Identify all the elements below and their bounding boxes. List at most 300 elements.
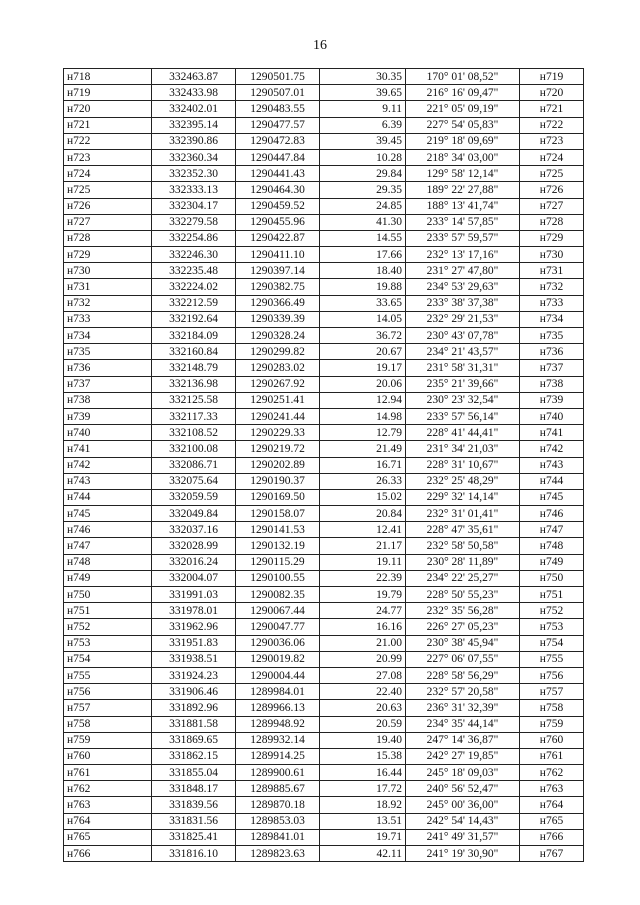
table-row (64, 85, 584, 101)
table-row (64, 765, 584, 781)
y-coordinate-cell: 1290169.50 (236, 489, 320, 505)
point-from-cell: н762 (64, 781, 152, 797)
point-to-cell: н743 (520, 457, 584, 473)
y-coordinate-cell: 1289885.67 (236, 781, 320, 797)
coordinates-table-body (64, 69, 584, 862)
point-to-cell: н725 (520, 166, 584, 182)
distance-cell: 20.59 (320, 716, 406, 732)
point-from-cell: н759 (64, 732, 152, 748)
point-to-cell: н765 (520, 813, 584, 829)
point-to-cell: н739 (520, 392, 584, 408)
y-coordinate-cell: 1290251.41 (236, 392, 320, 408)
table-row (64, 829, 584, 845)
point-to-cell: н748 (520, 538, 584, 554)
distance-cell: 42.11 (320, 846, 406, 862)
table-row (64, 748, 584, 764)
point-to-cell: н735 (520, 328, 584, 344)
point-from-cell: н758 (64, 716, 152, 732)
distance-cell: 20.84 (320, 506, 406, 522)
table-row (64, 797, 584, 813)
distance-cell: 22.40 (320, 684, 406, 700)
table-row (64, 69, 584, 85)
direction-angle-cell: 233° 57' 59,57" (406, 230, 520, 246)
x-coordinate-cell: 332235.48 (152, 263, 236, 279)
direction-angle-cell: 228° 47' 35,61" (406, 522, 520, 538)
y-coordinate-cell: 1290100.55 (236, 570, 320, 586)
x-coordinate-cell: 331825.41 (152, 829, 236, 845)
point-to-cell: н742 (520, 441, 584, 457)
distance-cell: 16.71 (320, 457, 406, 473)
page-number: 16 (313, 38, 327, 53)
table-row (64, 198, 584, 214)
table-row (64, 214, 584, 230)
distance-cell: 12.79 (320, 425, 406, 441)
point-from-cell: н753 (64, 635, 152, 651)
distance-cell: 16.16 (320, 619, 406, 635)
direction-angle-cell: 228° 31' 10,67" (406, 457, 520, 473)
direction-angle-cell: 170° 01' 08,52" (406, 69, 520, 85)
point-to-cell: н752 (520, 603, 584, 619)
x-coordinate-cell: 332246.30 (152, 247, 236, 263)
distance-cell: 10.28 (320, 149, 406, 165)
direction-angle-cell: 189° 22' 27,88" (406, 182, 520, 198)
distance-cell: 17.72 (320, 781, 406, 797)
x-coordinate-cell: 332028.99 (152, 538, 236, 554)
point-to-cell: н751 (520, 587, 584, 603)
table-row (64, 457, 584, 473)
table-row (64, 522, 584, 538)
table-row (64, 587, 584, 603)
point-to-cell: н731 (520, 263, 584, 279)
x-coordinate-cell: 331881.58 (152, 716, 236, 732)
y-coordinate-cell: 1289870.18 (236, 797, 320, 813)
table-row (64, 651, 584, 667)
table-row (64, 279, 584, 295)
y-coordinate-cell: 1290132.19 (236, 538, 320, 554)
direction-angle-cell: 232° 35' 56,28" (406, 603, 520, 619)
y-coordinate-cell: 1290141.53 (236, 522, 320, 538)
point-from-cell: н736 (64, 360, 152, 376)
y-coordinate-cell: 1290067.44 (236, 603, 320, 619)
direction-angle-cell: 216° 16' 09,47" (406, 85, 520, 101)
x-coordinate-cell: 332402.01 (152, 101, 236, 117)
point-from-cell: н723 (64, 149, 152, 165)
coordinates-table (63, 68, 584, 862)
point-to-cell: н720 (520, 85, 584, 101)
point-to-cell: н763 (520, 781, 584, 797)
point-to-cell: н727 (520, 198, 584, 214)
x-coordinate-cell: 332049.84 (152, 506, 236, 522)
point-from-cell: н735 (64, 344, 152, 360)
point-to-cell: н745 (520, 489, 584, 505)
x-coordinate-cell: 331862.15 (152, 748, 236, 764)
table-row (64, 344, 584, 360)
point-to-cell: н732 (520, 279, 584, 295)
point-from-cell: н760 (64, 748, 152, 764)
point-from-cell: н765 (64, 829, 152, 845)
point-to-cell: н733 (520, 295, 584, 311)
direction-angle-cell: 129° 58' 12,14" (406, 166, 520, 182)
point-from-cell: н721 (64, 117, 152, 133)
point-to-cell: н736 (520, 344, 584, 360)
distance-cell: 19.79 (320, 587, 406, 603)
distance-cell: 22.39 (320, 570, 406, 586)
direction-angle-cell: 231° 27' 47,80" (406, 263, 520, 279)
table-row (64, 554, 584, 570)
table-row (64, 732, 584, 748)
table-row (64, 392, 584, 408)
direction-angle-cell: 232° 25' 48,29" (406, 473, 520, 489)
distance-cell: 39.65 (320, 85, 406, 101)
direction-angle-cell: 245° 00' 36,00" (406, 797, 520, 813)
table-row (64, 635, 584, 651)
y-coordinate-cell: 1289853.03 (236, 813, 320, 829)
y-coordinate-cell: 1290158.07 (236, 506, 320, 522)
x-coordinate-cell: 331855.04 (152, 765, 236, 781)
point-to-cell: н757 (520, 684, 584, 700)
y-coordinate-cell: 1290472.83 (236, 133, 320, 149)
y-coordinate-cell: 1290299.82 (236, 344, 320, 360)
x-coordinate-cell: 331906.46 (152, 684, 236, 700)
distance-cell: 15.02 (320, 489, 406, 505)
table-row (64, 619, 584, 635)
x-coordinate-cell: 332224.02 (152, 279, 236, 295)
x-coordinate-cell: 331848.17 (152, 781, 236, 797)
distance-cell: 26.33 (320, 473, 406, 489)
point-from-cell: н749 (64, 570, 152, 586)
distance-cell: 20.67 (320, 344, 406, 360)
y-coordinate-cell: 1290004.44 (236, 667, 320, 683)
point-to-cell: н761 (520, 748, 584, 764)
point-from-cell: н730 (64, 263, 152, 279)
point-from-cell: н743 (64, 473, 152, 489)
y-coordinate-cell: 1290411.10 (236, 247, 320, 263)
point-from-cell: н739 (64, 408, 152, 424)
point-from-cell: н728 (64, 230, 152, 246)
distance-cell: 20.63 (320, 700, 406, 716)
x-coordinate-cell: 331839.56 (152, 797, 236, 813)
distance-cell: 16.44 (320, 765, 406, 781)
x-coordinate-cell: 331978.01 (152, 603, 236, 619)
x-coordinate-cell: 331938.51 (152, 651, 236, 667)
distance-cell: 27.08 (320, 667, 406, 683)
direction-angle-cell: 233° 38' 37,38" (406, 295, 520, 311)
point-from-cell: н755 (64, 667, 152, 683)
y-coordinate-cell: 1289900.61 (236, 765, 320, 781)
x-coordinate-cell: 331991.03 (152, 587, 236, 603)
point-to-cell: н749 (520, 554, 584, 570)
direction-angle-cell: 232° 29' 21,53" (406, 311, 520, 327)
x-coordinate-cell: 332395.14 (152, 117, 236, 133)
point-from-cell: н744 (64, 489, 152, 505)
table-row (64, 813, 584, 829)
direction-angle-cell: 230° 28' 11,89" (406, 554, 520, 570)
point-to-cell: н722 (520, 117, 584, 133)
point-from-cell: н742 (64, 457, 152, 473)
y-coordinate-cell: 1290397.14 (236, 263, 320, 279)
distance-cell: 18.40 (320, 263, 406, 279)
direction-angle-cell: 245° 18' 09,03" (406, 765, 520, 781)
point-to-cell: н740 (520, 408, 584, 424)
point-to-cell: н767 (520, 846, 584, 862)
direction-angle-cell: 235° 21' 39,66" (406, 376, 520, 392)
distance-cell: 18.92 (320, 797, 406, 813)
point-to-cell: н746 (520, 506, 584, 522)
direction-angle-cell: 228° 50' 55,23" (406, 587, 520, 603)
distance-cell: 17.66 (320, 247, 406, 263)
point-to-cell: н766 (520, 829, 584, 845)
y-coordinate-cell: 1290036.06 (236, 635, 320, 651)
distance-cell: 12.41 (320, 522, 406, 538)
direction-angle-cell: 234° 35' 44,14" (406, 716, 520, 732)
table-row (64, 166, 584, 182)
x-coordinate-cell: 332360.34 (152, 149, 236, 165)
direction-angle-cell: 231° 34' 21,03" (406, 441, 520, 457)
table-row (64, 603, 584, 619)
point-to-cell: н764 (520, 797, 584, 813)
direction-angle-cell: 230° 23' 32,54" (406, 392, 520, 408)
y-coordinate-cell: 1289841.01 (236, 829, 320, 845)
distance-cell: 33.65 (320, 295, 406, 311)
table-row (64, 376, 584, 392)
point-from-cell: н757 (64, 700, 152, 716)
point-from-cell: н732 (64, 295, 152, 311)
point-from-cell: н746 (64, 522, 152, 538)
point-from-cell: н745 (64, 506, 152, 522)
table-row (64, 441, 584, 457)
y-coordinate-cell: 1290328.24 (236, 328, 320, 344)
point-from-cell: н737 (64, 376, 152, 392)
distance-cell: 9.11 (320, 101, 406, 117)
direction-angle-cell: 236° 31' 32,39" (406, 700, 520, 716)
y-coordinate-cell: 1290229.33 (236, 425, 320, 441)
y-coordinate-cell: 1290455.96 (236, 214, 320, 230)
y-coordinate-cell: 1290202.89 (236, 457, 320, 473)
distance-cell: 19.17 (320, 360, 406, 376)
distance-cell: 20.99 (320, 651, 406, 667)
point-to-cell: н738 (520, 376, 584, 392)
direction-angle-cell: 233° 57' 56,14" (406, 408, 520, 424)
x-coordinate-cell: 332136.98 (152, 376, 236, 392)
y-coordinate-cell: 1290477.57 (236, 117, 320, 133)
table-row (64, 473, 584, 489)
x-coordinate-cell: 331951.83 (152, 635, 236, 651)
point-from-cell: н752 (64, 619, 152, 635)
direction-angle-cell: 232° 31' 01,41" (406, 506, 520, 522)
x-coordinate-cell: 332212.59 (152, 295, 236, 311)
y-coordinate-cell: 1290483.55 (236, 101, 320, 117)
point-to-cell: н744 (520, 473, 584, 489)
x-coordinate-cell: 332333.13 (152, 182, 236, 198)
distance-cell: 6.39 (320, 117, 406, 133)
distance-cell: 24.85 (320, 198, 406, 214)
direction-angle-cell: 221° 05' 09,19" (406, 101, 520, 117)
table-row (64, 101, 584, 117)
x-coordinate-cell: 332148.79 (152, 360, 236, 376)
distance-cell: 19.40 (320, 732, 406, 748)
table-row (64, 295, 584, 311)
y-coordinate-cell: 1289914.25 (236, 748, 320, 764)
y-coordinate-cell: 1290019.82 (236, 651, 320, 667)
point-from-cell: н724 (64, 166, 152, 182)
table-row (64, 781, 584, 797)
x-coordinate-cell: 332016.24 (152, 554, 236, 570)
point-from-cell: н740 (64, 425, 152, 441)
x-coordinate-cell: 332184.09 (152, 328, 236, 344)
direction-angle-cell: 242° 54' 14,43" (406, 813, 520, 829)
y-coordinate-cell: 1290190.37 (236, 473, 320, 489)
y-coordinate-cell: 1290219.72 (236, 441, 320, 457)
x-coordinate-cell: 332100.08 (152, 441, 236, 457)
y-coordinate-cell: 1289948.92 (236, 716, 320, 732)
table-row (64, 570, 584, 586)
distance-cell: 13.51 (320, 813, 406, 829)
y-coordinate-cell: 1290115.29 (236, 554, 320, 570)
point-to-cell: н734 (520, 311, 584, 327)
point-from-cell: н750 (64, 587, 152, 603)
direction-angle-cell: 231° 58' 31,31" (406, 360, 520, 376)
point-to-cell: н753 (520, 619, 584, 635)
point-from-cell: н763 (64, 797, 152, 813)
direction-angle-cell: 234° 53' 29,63" (406, 279, 520, 295)
x-coordinate-cell: 332059.59 (152, 489, 236, 505)
x-coordinate-cell: 332086.71 (152, 457, 236, 473)
direction-angle-cell: 230° 43' 07,78" (406, 328, 520, 344)
y-coordinate-cell: 1290464.30 (236, 182, 320, 198)
y-coordinate-cell: 1290507.01 (236, 85, 320, 101)
point-from-cell: н727 (64, 214, 152, 230)
point-to-cell: н762 (520, 765, 584, 781)
direction-angle-cell: 247° 14' 36,87" (406, 732, 520, 748)
distance-cell: 12.94 (320, 392, 406, 408)
point-to-cell: н759 (520, 716, 584, 732)
direction-angle-cell: 242° 27' 19,85" (406, 748, 520, 764)
table-row (64, 360, 584, 376)
table-row (64, 328, 584, 344)
y-coordinate-cell: 1290082.35 (236, 587, 320, 603)
x-coordinate-cell: 332160.84 (152, 344, 236, 360)
direction-angle-cell: 226° 27' 05,23" (406, 619, 520, 635)
table-row (64, 149, 584, 165)
point-from-cell: н734 (64, 328, 152, 344)
direction-angle-cell: 234° 21' 43,57" (406, 344, 520, 360)
table-row (64, 716, 584, 732)
direction-angle-cell: 241° 19' 30,90" (406, 846, 520, 862)
point-to-cell: н750 (520, 570, 584, 586)
direction-angle-cell: 230° 38' 45,94" (406, 635, 520, 651)
distance-cell: 41.30 (320, 214, 406, 230)
y-coordinate-cell: 1290459.52 (236, 198, 320, 214)
point-to-cell: н755 (520, 651, 584, 667)
point-from-cell: н764 (64, 813, 152, 829)
point-from-cell: н747 (64, 538, 152, 554)
point-to-cell: н760 (520, 732, 584, 748)
direction-angle-cell: 232° 13' 17,16" (406, 247, 520, 263)
x-coordinate-cell: 331892.96 (152, 700, 236, 716)
point-from-cell: н729 (64, 247, 152, 263)
distance-cell: 19.71 (320, 829, 406, 845)
table-row (64, 133, 584, 149)
direction-angle-cell: 228° 41' 44,41" (406, 425, 520, 441)
direction-angle-cell: 227° 54' 05,83" (406, 117, 520, 133)
point-from-cell: н738 (64, 392, 152, 408)
distance-cell: 21.17 (320, 538, 406, 554)
table-row (64, 247, 584, 263)
table-row (64, 117, 584, 133)
point-to-cell: н756 (520, 667, 584, 683)
direction-angle-cell: 232° 58' 50,58" (406, 538, 520, 554)
x-coordinate-cell: 332352.30 (152, 166, 236, 182)
distance-cell: 14.98 (320, 408, 406, 424)
x-coordinate-cell: 332254.86 (152, 230, 236, 246)
y-coordinate-cell: 1289932.14 (236, 732, 320, 748)
table-row (64, 506, 584, 522)
point-to-cell: н747 (520, 522, 584, 538)
y-coordinate-cell: 1290501.75 (236, 69, 320, 85)
x-coordinate-cell: 332075.64 (152, 473, 236, 489)
direction-angle-cell: 232° 57' 20,58" (406, 684, 520, 700)
x-coordinate-cell: 331816.10 (152, 846, 236, 862)
point-to-cell: н726 (520, 182, 584, 198)
distance-cell: 20.06 (320, 376, 406, 392)
table-row (64, 182, 584, 198)
distance-cell: 36.72 (320, 328, 406, 344)
point-from-cell: н751 (64, 603, 152, 619)
point-from-cell: н741 (64, 441, 152, 457)
x-coordinate-cell: 332004.07 (152, 570, 236, 586)
point-from-cell: н733 (64, 311, 152, 327)
direction-angle-cell: 241° 49' 31,57" (406, 829, 520, 845)
distance-cell: 39.45 (320, 133, 406, 149)
table-row (64, 425, 584, 441)
direction-angle-cell: 219° 18' 09,69" (406, 133, 520, 149)
table-row (64, 700, 584, 716)
point-from-cell: н756 (64, 684, 152, 700)
y-coordinate-cell: 1290366.49 (236, 295, 320, 311)
y-coordinate-cell: 1290441.43 (236, 166, 320, 182)
y-coordinate-cell: 1290241.44 (236, 408, 320, 424)
y-coordinate-cell: 1290422.87 (236, 230, 320, 246)
direction-angle-cell: 228° 58' 56,29" (406, 667, 520, 683)
direction-angle-cell: 240° 56' 52,47" (406, 781, 520, 797)
distance-cell: 24.77 (320, 603, 406, 619)
distance-cell: 19.88 (320, 279, 406, 295)
point-from-cell: н722 (64, 133, 152, 149)
point-to-cell: н737 (520, 360, 584, 376)
x-coordinate-cell: 331924.23 (152, 667, 236, 683)
table-row (64, 263, 584, 279)
y-coordinate-cell: 1290047.77 (236, 619, 320, 635)
table-row (64, 667, 584, 683)
x-coordinate-cell: 332390.86 (152, 133, 236, 149)
x-coordinate-cell: 332125.58 (152, 392, 236, 408)
direction-angle-cell: 218° 34' 03,00" (406, 149, 520, 165)
y-coordinate-cell: 1290382.75 (236, 279, 320, 295)
point-to-cell: н729 (520, 230, 584, 246)
point-to-cell: н730 (520, 247, 584, 263)
x-coordinate-cell: 332192.64 (152, 311, 236, 327)
point-to-cell: н754 (520, 635, 584, 651)
point-to-cell: н758 (520, 700, 584, 716)
direction-angle-cell: 234° 22' 25,27" (406, 570, 520, 586)
x-coordinate-cell: 332117.33 (152, 408, 236, 424)
x-coordinate-cell: 332433.98 (152, 85, 236, 101)
distance-cell: 15.38 (320, 748, 406, 764)
point-from-cell: н731 (64, 279, 152, 295)
point-from-cell: н761 (64, 765, 152, 781)
x-coordinate-cell: 331869.65 (152, 732, 236, 748)
table-row (64, 230, 584, 246)
